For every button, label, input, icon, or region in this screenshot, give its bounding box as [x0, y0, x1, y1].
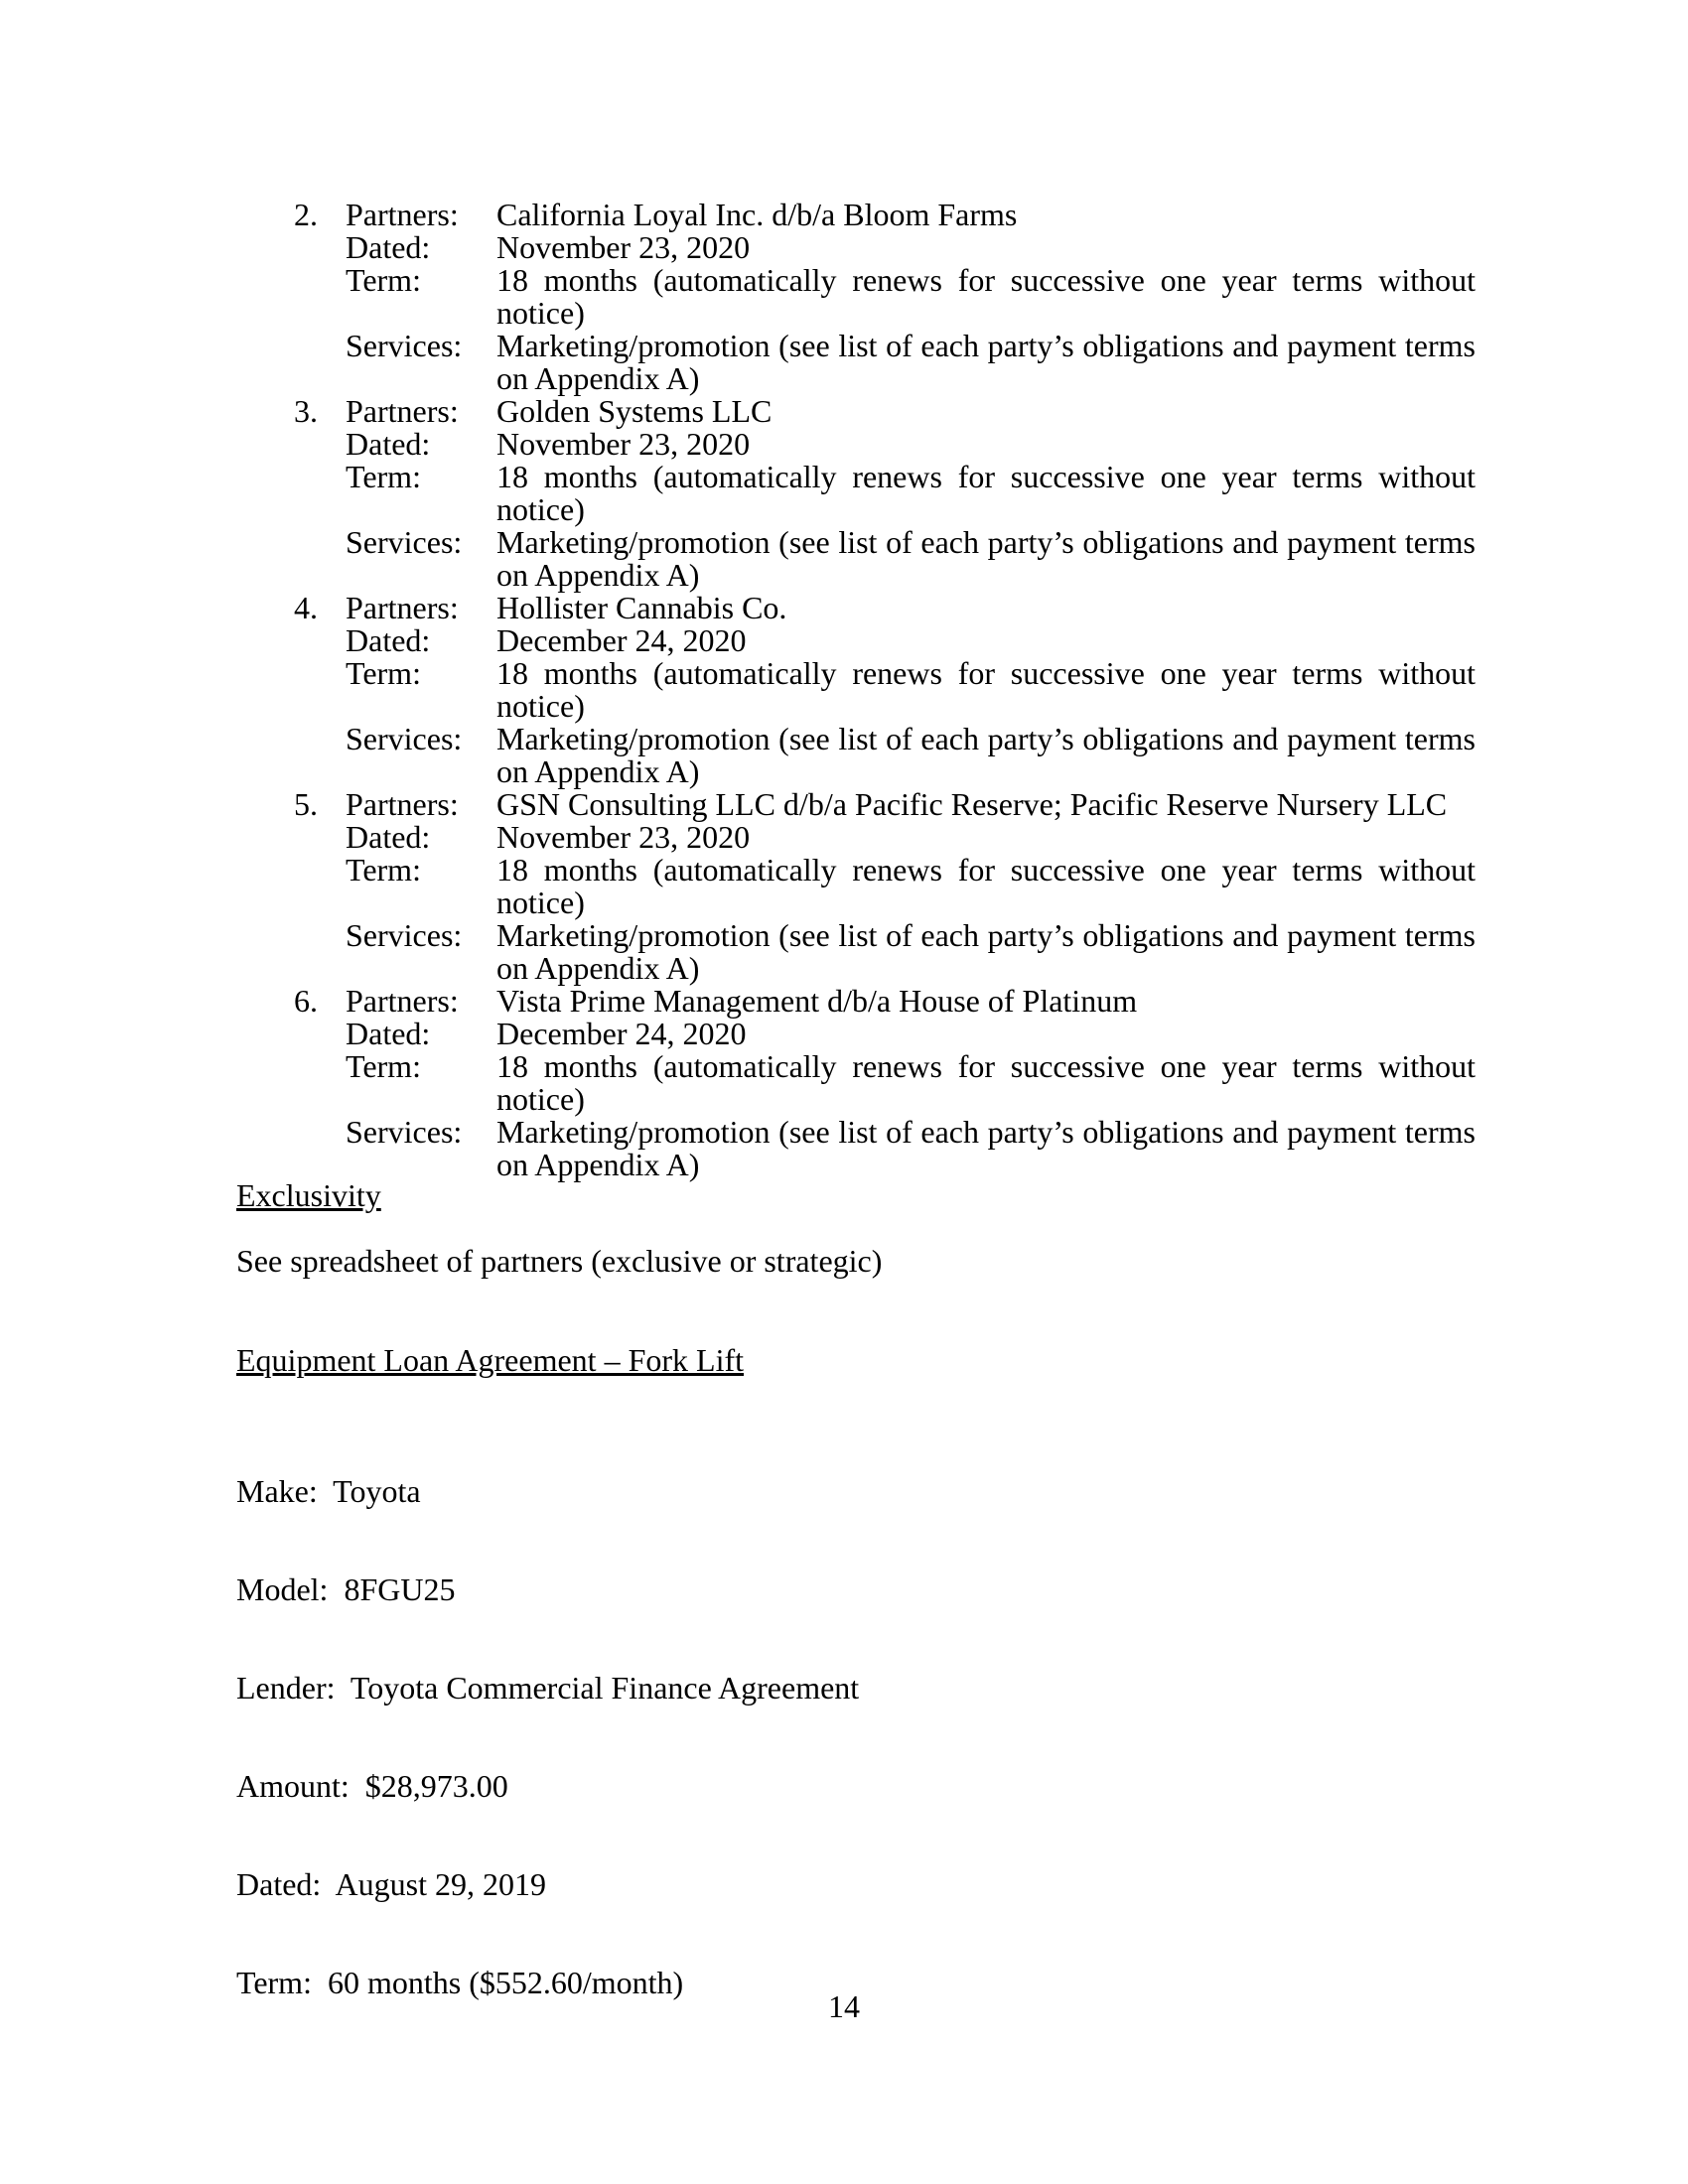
- entry-number: [294, 821, 346, 854]
- entry-number: [294, 723, 346, 788]
- entry-dated-value: December 24, 2020: [496, 622, 747, 658]
- entry-dated-row: [294, 231, 1476, 264]
- entry-services-label: Services:: [346, 524, 463, 560]
- page-number: 14: [828, 1988, 860, 2024]
- entry-number: [294, 231, 346, 264]
- entry-number: [294, 624, 346, 657]
- entry-partners-label: Partners:: [346, 197, 459, 232]
- entry-number: [294, 1018, 346, 1050]
- entry-partners-label: Partners:: [346, 786, 459, 822]
- equipment-make: Make: Toyota: [236, 1473, 421, 1509]
- entry-number: [294, 461, 346, 526]
- entry-dated-row: [294, 428, 1476, 461]
- entry-services-value: Marketing/promotion (see list of each party’s obligations and payment terms on Appendix A): [496, 721, 1476, 789]
- equipment-amount: Amount: $28,973.00: [236, 1768, 508, 1804]
- entry-partners-row: [294, 199, 1476, 231]
- entry-number: [294, 264, 346, 330]
- equipment-heading: Equipment Loan Agreement – Fork Lift: [236, 1342, 744, 1378]
- entry-services-row: [294, 1116, 1476, 1181]
- entry-number: 4.: [294, 590, 318, 625]
- entry-term-value: 18 months (automatically renews for successive one year terms without notice): [496, 655, 1476, 724]
- partner-entry: [294, 199, 1476, 395]
- entry-number: [294, 330, 346, 395]
- entry-dated-value: November 23, 2020: [496, 819, 751, 855]
- equipment-details: [236, 1410, 859, 2032]
- entry-dated-label: Dated:: [346, 1016, 431, 1051]
- entry-dated-label: Dated:: [346, 426, 431, 462]
- entry-number: 2.: [294, 197, 318, 232]
- exclusivity-text: See spreadsheet of partners (exclusive or strategic): [236, 1243, 883, 1279]
- entry-partners-value: Hollister Cannabis Co.: [496, 590, 787, 625]
- entry-services-label: Services:: [346, 1114, 463, 1150]
- partner-entry: [294, 788, 1476, 985]
- entry-partners-label: Partners:: [346, 393, 459, 429]
- entry-dated-row: [294, 624, 1476, 657]
- exclusivity-heading: Exclusivity: [236, 1177, 381, 1213]
- entry-term-value: 18 months (automatically renews for successive one year terms without notice): [496, 262, 1476, 331]
- entry-partners-label: Partners:: [346, 983, 459, 1019]
- entry-number: [294, 428, 346, 461]
- equipment-term: Term: 60 months ($552.60/month): [236, 1965, 684, 2000]
- entry-services-value: Marketing/promotion (see list of each party’s obligations and payment terms on Appendix A): [496, 328, 1476, 396]
- entry-services-label: Services:: [346, 328, 463, 363]
- entry-term-label: Term:: [346, 459, 421, 494]
- entry-dated-label: Dated:: [346, 622, 431, 658]
- entry-partners-row: [294, 592, 1476, 624]
- entry-number: [294, 1050, 346, 1116]
- entry-partners-row: [294, 788, 1476, 821]
- entry-dated-row: [294, 1018, 1476, 1050]
- entry-partners-label: Partners:: [346, 590, 459, 625]
- entry-number: [294, 526, 346, 592]
- entry-term-label: Term:: [346, 655, 421, 691]
- entry-services-value: Marketing/promotion (see list of each party’s obligations and payment terms on Appendix A): [496, 917, 1476, 986]
- entry-partners-value: California Loyal Inc. d/b/a Bloom Farms: [496, 197, 1018, 232]
- entry-term-row: [294, 264, 1476, 330]
- entry-term-label: Term:: [346, 1048, 421, 1084]
- entry-term-value: 18 months (automatically renews for successive one year terms without notice): [496, 852, 1476, 920]
- entry-term-row: [294, 1050, 1476, 1116]
- equipment-model: Model: 8FGU25: [236, 1571, 456, 1607]
- entry-services-row: [294, 330, 1476, 395]
- entry-dated-value: December 24, 2020: [496, 1016, 747, 1051]
- entry-dated-row: [294, 821, 1476, 854]
- partner-entry: [294, 985, 1476, 1181]
- entry-number: [294, 854, 346, 919]
- entry-dated-label: Dated:: [346, 229, 431, 265]
- equipment-lender: Lender: Toyota Commercial Finance Agreement: [236, 1670, 860, 1706]
- entry-term-row: [294, 854, 1476, 919]
- entry-number: [294, 919, 346, 985]
- entry-term-label: Term:: [346, 262, 421, 298]
- entry-term-value: 18 months (automatically renews for successive one year terms without notice): [496, 1048, 1476, 1117]
- entry-partners-row: [294, 395, 1476, 428]
- entry-partners-value: GSN Consulting LLC d/b/a Pacific Reserve; Pacific Reserve Nursery LLC: [496, 786, 1448, 822]
- entry-number: 6.: [294, 983, 318, 1019]
- entry-dated-value: November 23, 2020: [496, 229, 751, 265]
- entry-number: 3.: [294, 393, 318, 429]
- partner-entry: [294, 395, 1476, 592]
- entry-services-row: [294, 723, 1476, 788]
- entry-dated-value: November 23, 2020: [496, 426, 751, 462]
- partner-entry: [294, 592, 1476, 788]
- entry-term-row: [294, 461, 1476, 526]
- entry-services-label: Services:: [346, 917, 463, 953]
- entry-services-row: [294, 919, 1476, 985]
- entry-partners-value: Golden Systems LLC: [496, 393, 773, 429]
- entry-number: [294, 1116, 346, 1181]
- entry-services-value: Marketing/promotion (see list of each party’s obligations and payment terms on Appendix A): [496, 1114, 1476, 1182]
- entry-services-label: Services:: [346, 721, 463, 756]
- entry-services-value: Marketing/promotion (see list of each party’s obligations and payment terms on Appendix A): [496, 524, 1476, 593]
- entry-partners-value: Vista Prime Management d/b/a House of Platinum: [496, 983, 1138, 1019]
- entry-dated-label: Dated:: [346, 819, 431, 855]
- entry-number: [294, 657, 346, 723]
- entry-partners-row: [294, 985, 1476, 1018]
- entry-number: 5.: [294, 786, 318, 822]
- entry-services-row: [294, 526, 1476, 592]
- entry-term-row: [294, 657, 1476, 723]
- equipment-dated: Dated: August 29, 2019: [236, 1866, 546, 1902]
- entry-term-value: 18 months (automatically renews for successive one year terms without notice): [496, 459, 1476, 527]
- entry-term-label: Term:: [346, 852, 421, 887]
